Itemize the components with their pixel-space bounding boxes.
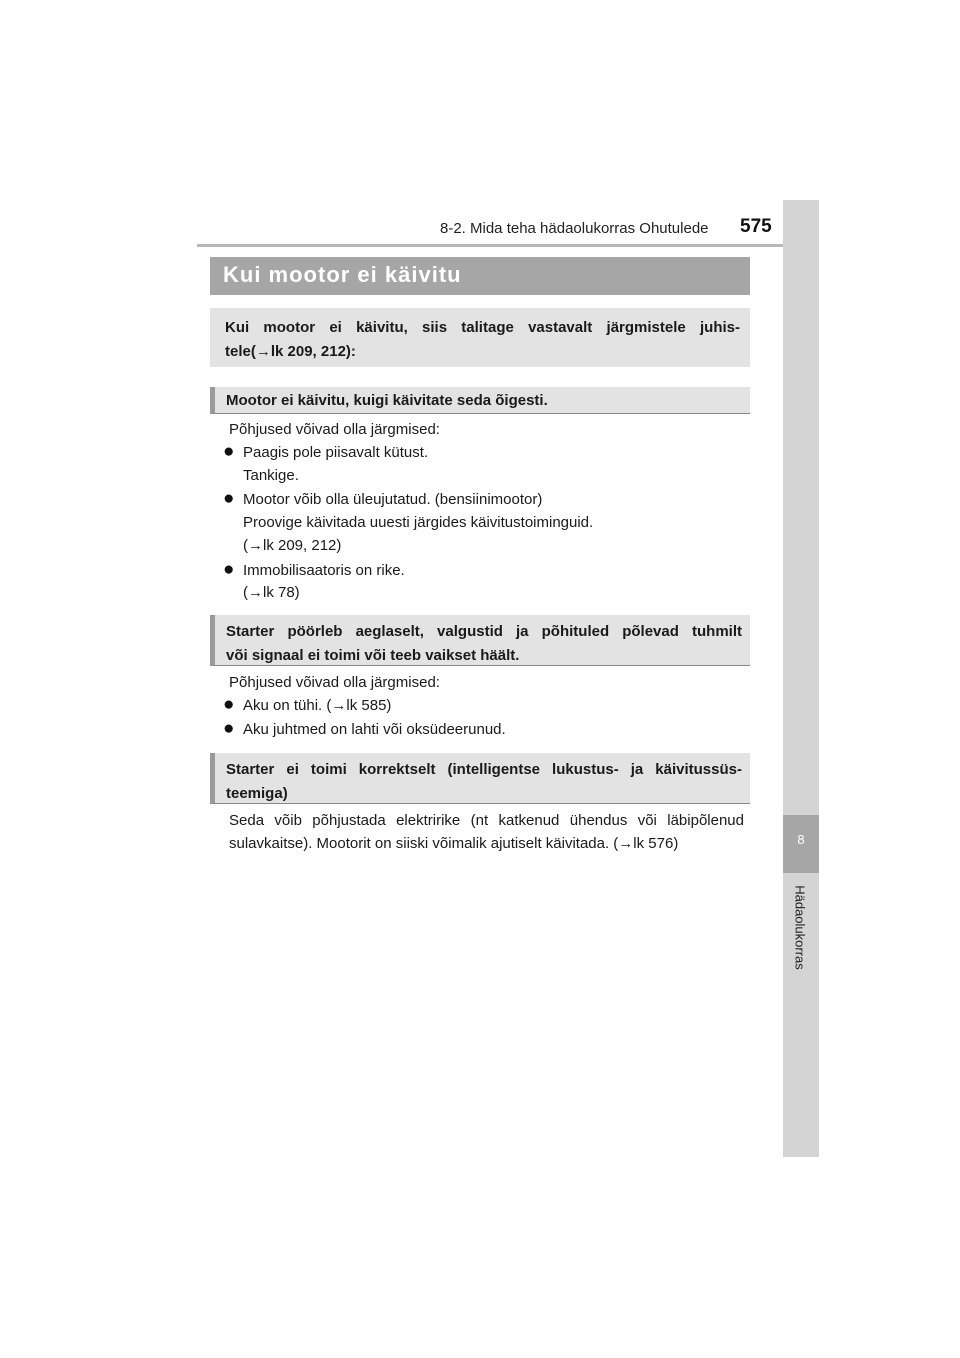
section-3-heading <box>210 753 750 804</box>
section-2-heading-text <box>226 620 742 668</box>
chapter-side-strip <box>783 200 819 1157</box>
page-number: 575 <box>740 216 772 237</box>
page-title-bar <box>210 257 750 295</box>
bullet-icon: ● <box>223 559 235 580</box>
chapter-number: 8 <box>797 832 805 847</box>
intro-box <box>210 308 750 367</box>
section-2-heading-line-1: Starter pöörleb aeglaselt, valgustid ja põhituled põlevad tuhmilt <box>226 623 742 640</box>
section-1-item-1-sub-1: Tankige. <box>243 467 299 484</box>
section-2-item-2: Aku juhtmed on lahti või oksüdeerunud. <box>243 721 506 738</box>
page-title: Kui mootor ei käivitu <box>223 262 462 287</box>
section-1-item-2: Mootor võib olla üleujutatud. (bensiinimootor) <box>243 491 543 508</box>
bullet-icon: ● <box>223 718 235 739</box>
section-3-heading-text <box>226 758 742 806</box>
section-3-body-line-1: Seda võib põhjustada elektririke (nt katkenud ühendus või läbipõlenud <box>229 812 744 829</box>
section-2-lead: Põhjused võivad olla järgmised: <box>229 674 440 691</box>
section-3-heading-line-2: teemiga) <box>226 785 288 802</box>
section-1-item-2-sub-1: Proovige käivitada uuesti järgides käivitustoiminguid. <box>243 514 594 531</box>
intro-text <box>225 316 740 364</box>
section-1-lead: Põhjused võivad olla järgmised: <box>229 421 440 438</box>
bullet-icon: ● <box>223 488 235 509</box>
section-3-body-line-2: sulavkaitse). Mootorit on siiski võimalik ajutiselt käivitada. (→lk 576) <box>229 835 679 852</box>
bullet-icon: ● <box>223 441 235 462</box>
section-1-heading-text: Mootor ei käivitu, kuigi käivitate seda õigesti. <box>226 392 548 409</box>
header-divider <box>197 244 819 247</box>
intro-line-2: tele(→lk 209, 212): <box>225 343 356 360</box>
section-1-item-2-sub-2: (→lk 209, 212) <box>243 537 342 554</box>
section-breadcrumb: 8-2. Mida teha hädaolukorras Ohutulede <box>440 220 709 237</box>
section-2-heading <box>210 615 750 666</box>
section-3-heading-line-1: Starter ei toimi korrektselt (intelligentse lukustus- ja käivitussüs- <box>226 761 742 778</box>
section-2-item-1: Aku on tühi. (→lk 585) <box>243 697 392 714</box>
section-1-heading <box>210 387 750 414</box>
section-1-item-1: Paagis pole piisavalt kütust. <box>243 444 429 461</box>
section-1-item-3: Immobilisaatoris on rike. <box>243 562 405 579</box>
section-2-heading-line-2: või signaal ei toimi või teeb vaikset häält. <box>226 647 520 664</box>
chapter-label: Hädaolukorras <box>792 885 808 970</box>
intro-line-1: Kui mootor ei käivitu, siis talitage vastavalt järgmistele juhis- <box>225 319 740 336</box>
bullet-icon: ● <box>223 694 235 715</box>
section-1-item-3-sub-1: (→lk 78) <box>243 584 300 601</box>
